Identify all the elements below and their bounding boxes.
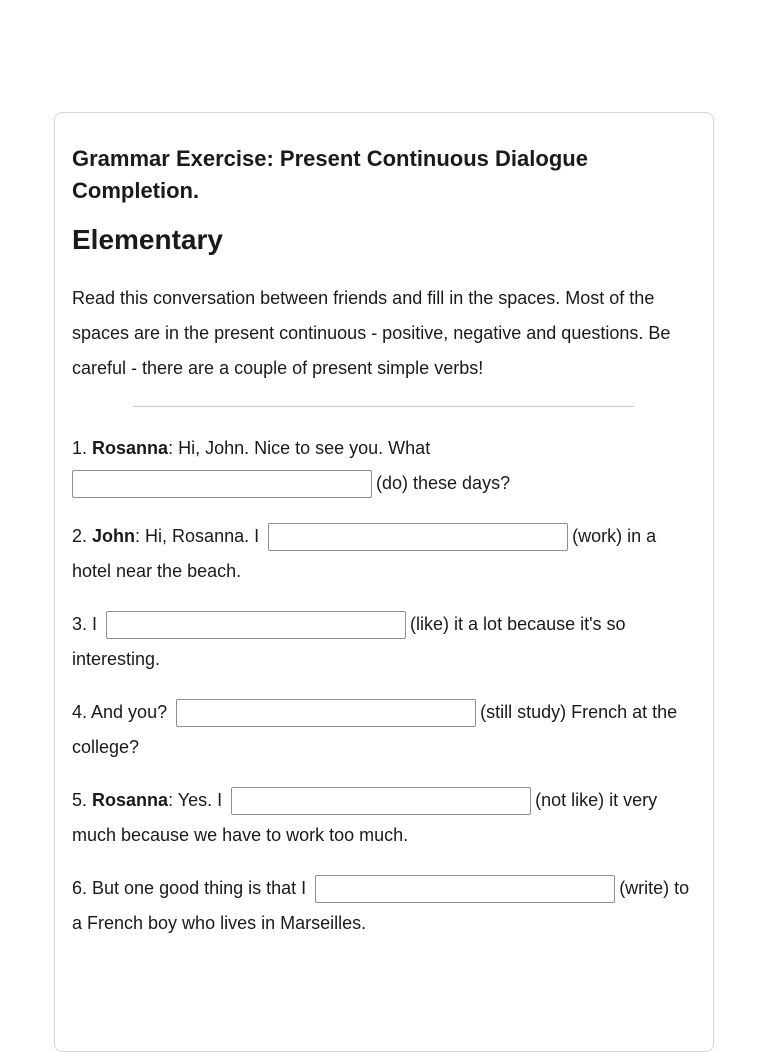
- answer-input-1[interactable]: [72, 470, 372, 498]
- exercise-card: [54, 112, 714, 1052]
- speaker-name: Rosanna: [92, 438, 169, 458]
- question-number: 2.: [72, 526, 88, 546]
- speaker-name: John: [92, 526, 136, 546]
- question-number: 4.: [72, 702, 88, 722]
- question-number: 3.: [72, 614, 88, 634]
- question-number: 1.: [72, 438, 88, 458]
- question-6: [72, 871, 695, 941]
- verb-hint: (write) to a French boy who lives in Marseilles.: [72, 878, 690, 933]
- speaker-name: Rosanna: [92, 790, 169, 810]
- question-text: I: [87, 614, 98, 634]
- verb-hint: (like) it a lot because it's so interesting.: [72, 614, 626, 669]
- answer-input-6[interactable]: [315, 875, 615, 903]
- verb-hint: (not like) it very much because we have to work too much.: [72, 790, 658, 845]
- question-number: 5.: [72, 790, 88, 810]
- level-heading: Elementary: [72, 224, 223, 255]
- question-text: Yes. I: [173, 790, 223, 810]
- question-text: And you?: [87, 702, 168, 722]
- verb-hint: (do) these days?: [376, 473, 511, 493]
- question-1: [72, 431, 695, 501]
- question-5: [72, 783, 695, 853]
- speaker-separator: :: [168, 790, 174, 810]
- answer-input-3[interactable]: [106, 611, 406, 639]
- question-text: But one good thing is that I: [87, 878, 307, 898]
- question-2: [72, 519, 695, 589]
- verb-hint: (work) in a hotel near the beach.: [72, 526, 657, 581]
- instructions: Read this conversation between friends and fill in the spaces. Most of the spaces are in the present continuous - positive, negative and questions. Be careful - there are a couple of present simple verbs!: [72, 288, 671, 378]
- answer-input-4[interactable]: [176, 699, 476, 727]
- question-list: [72, 431, 695, 941]
- question-text: Hi, Rosanna. I: [140, 526, 260, 546]
- speaker-separator: :: [168, 438, 174, 458]
- question-text: Hi, John. Nice to see you. What: [173, 438, 431, 458]
- answer-input-5[interactable]: [231, 787, 531, 815]
- answer-input-2[interactable]: [268, 523, 568, 551]
- question-4: [72, 695, 695, 765]
- question-3: [72, 607, 695, 677]
- question-number: 6.: [72, 878, 88, 898]
- divider: [133, 406, 634, 407]
- verb-hint: (still study) French at the college?: [72, 702, 678, 757]
- exercise-title: Grammar Exercise: Present Continuous Dialogue Completion.: [72, 146, 588, 203]
- speaker-separator: :: [135, 526, 141, 546]
